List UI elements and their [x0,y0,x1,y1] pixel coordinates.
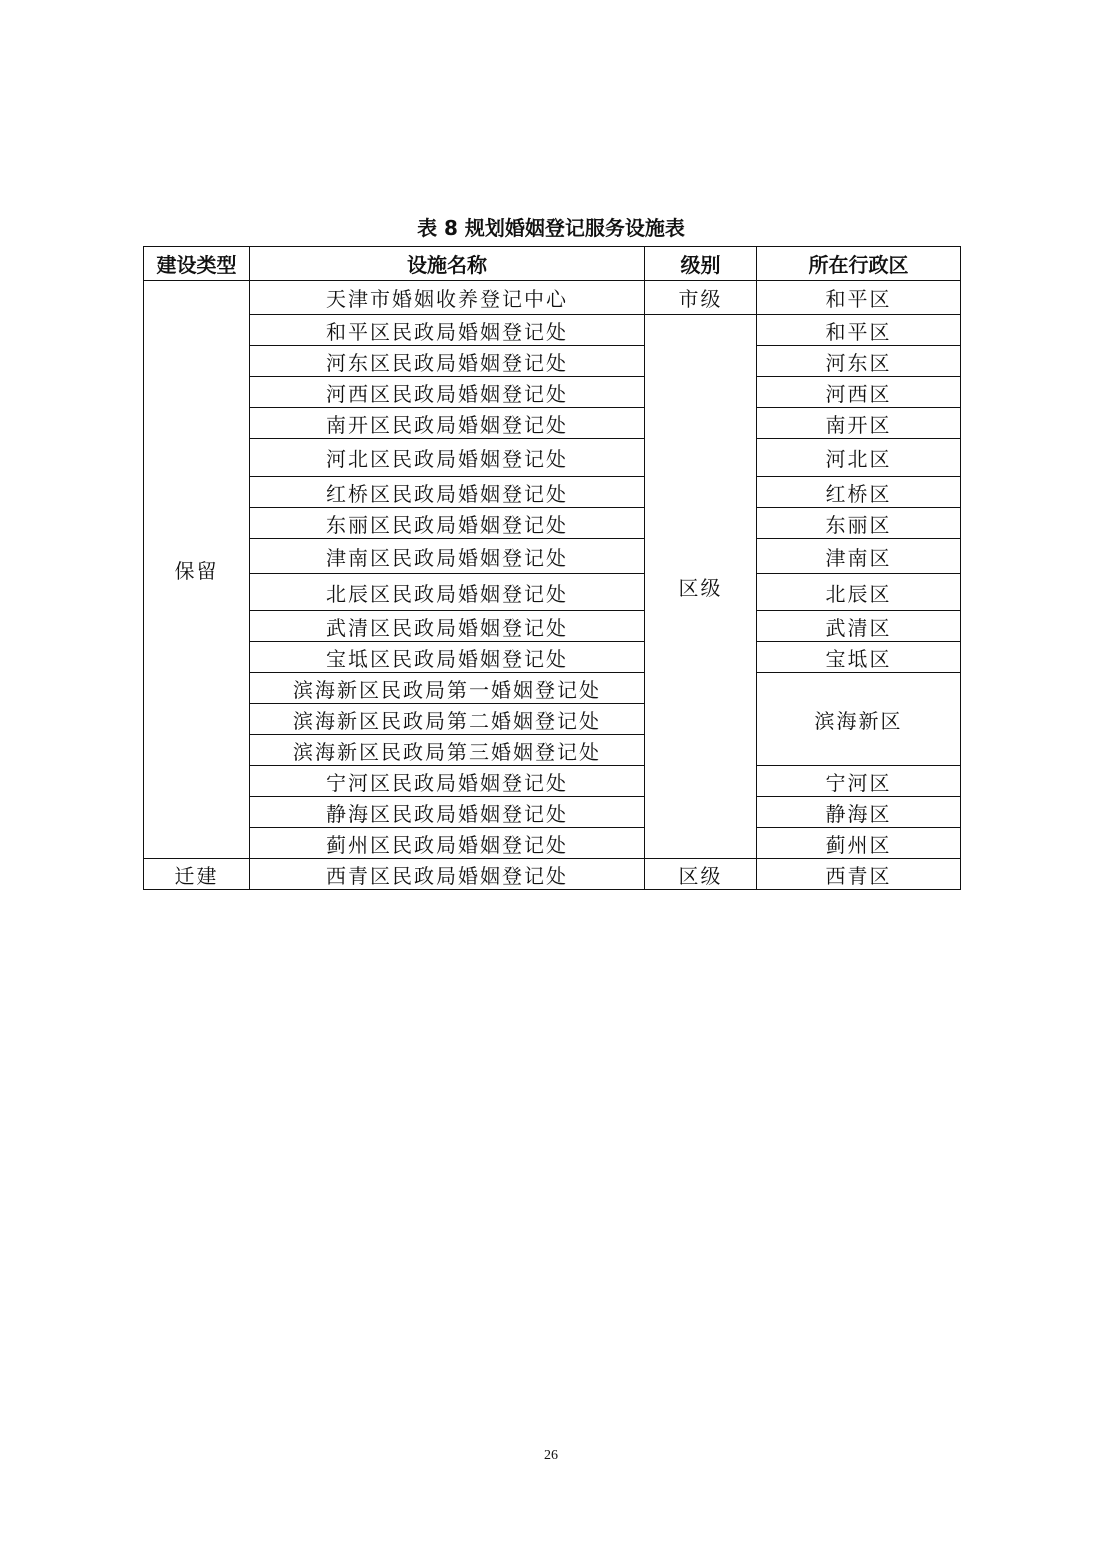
page-number: 26 [544,1448,558,1463]
facility-name: 红桥区民政局婚姻登记处 [250,477,645,508]
header-level: 级别 [645,247,757,281]
district: 河北区 [757,439,961,477]
group-retain: 保留 [144,281,250,859]
district-binhai: 滨海新区 [757,673,961,766]
table-row [144,574,961,611]
table-row [144,797,961,828]
district: 红桥区 [757,477,961,508]
group-relocate: 迁建 [144,859,250,890]
facility-name: 河西区民政局婚姻登记处 [250,377,645,408]
facility-name: 滨海新区民政局第三婚姻登记处 [250,735,645,766]
facility-name: 津南区民政局婚姻登记处 [250,539,645,574]
facility-name: 天津市婚姻收养登记中心 [250,281,645,315]
table-caption: 表 8 规划婚姻登记服务设施表 [417,216,685,240]
header-district: 所在行政区 [757,247,961,281]
facility-name: 东丽区民政局婚姻登记处 [250,508,645,539]
table-row [144,377,961,408]
district: 津南区 [757,539,961,574]
facility-name: 滨海新区民政局第二婚姻登记处 [250,704,645,735]
district: 和平区 [757,281,961,315]
level-city: 市级 [645,281,757,315]
district: 西青区 [757,859,961,890]
facility-name: 和平区民政局婚姻登记处 [250,315,645,346]
table-row [144,315,961,346]
table-row [144,828,961,859]
table-row [144,508,961,539]
district: 东丽区 [757,508,961,539]
facility-name: 河北区民政局婚姻登记处 [250,439,645,477]
table-row [144,642,961,673]
facility-name: 静海区民政局婚姻登记处 [250,797,645,828]
table-row [144,766,961,797]
district: 和平区 [757,315,961,346]
facility-name: 武清区民政局婚姻登记处 [250,611,645,642]
district: 静海区 [757,797,961,828]
table-row [144,477,961,508]
table-row [144,408,961,439]
facility-name: 南开区民政局婚姻登记处 [250,408,645,439]
table-row [144,539,961,574]
facility-name: 北辰区民政局婚姻登记处 [250,574,645,611]
table-row [144,611,961,642]
facility-name: 滨海新区民政局第一婚姻登记处 [250,673,645,704]
district: 河西区 [757,377,961,408]
level-district: 区级 [645,315,757,859]
district: 河东区 [757,346,961,377]
facility-table [143,246,961,890]
level-district: 区级 [645,859,757,890]
facility-name: 河东区民政局婚姻登记处 [250,346,645,377]
district: 南开区 [757,408,961,439]
district: 北辰区 [757,574,961,611]
table-header-row [144,247,961,281]
header-facility-name: 设施名称 [250,247,645,281]
table-row [144,673,961,704]
district: 宁河区 [757,766,961,797]
district: 蓟州区 [757,828,961,859]
table-row [144,439,961,477]
district: 宝坻区 [757,642,961,673]
district: 武清区 [757,611,961,642]
facility-name: 宝坻区民政局婚姻登记处 [250,642,645,673]
facility-name: 蓟州区民政局婚姻登记处 [250,828,645,859]
facility-name: 西青区民政局婚姻登记处 [250,859,645,890]
table-row [144,281,961,315]
table-row [144,346,961,377]
header-construction-type: 建设类型 [144,247,250,281]
table-row [144,859,961,890]
facility-name: 宁河区民政局婚姻登记处 [250,766,645,797]
